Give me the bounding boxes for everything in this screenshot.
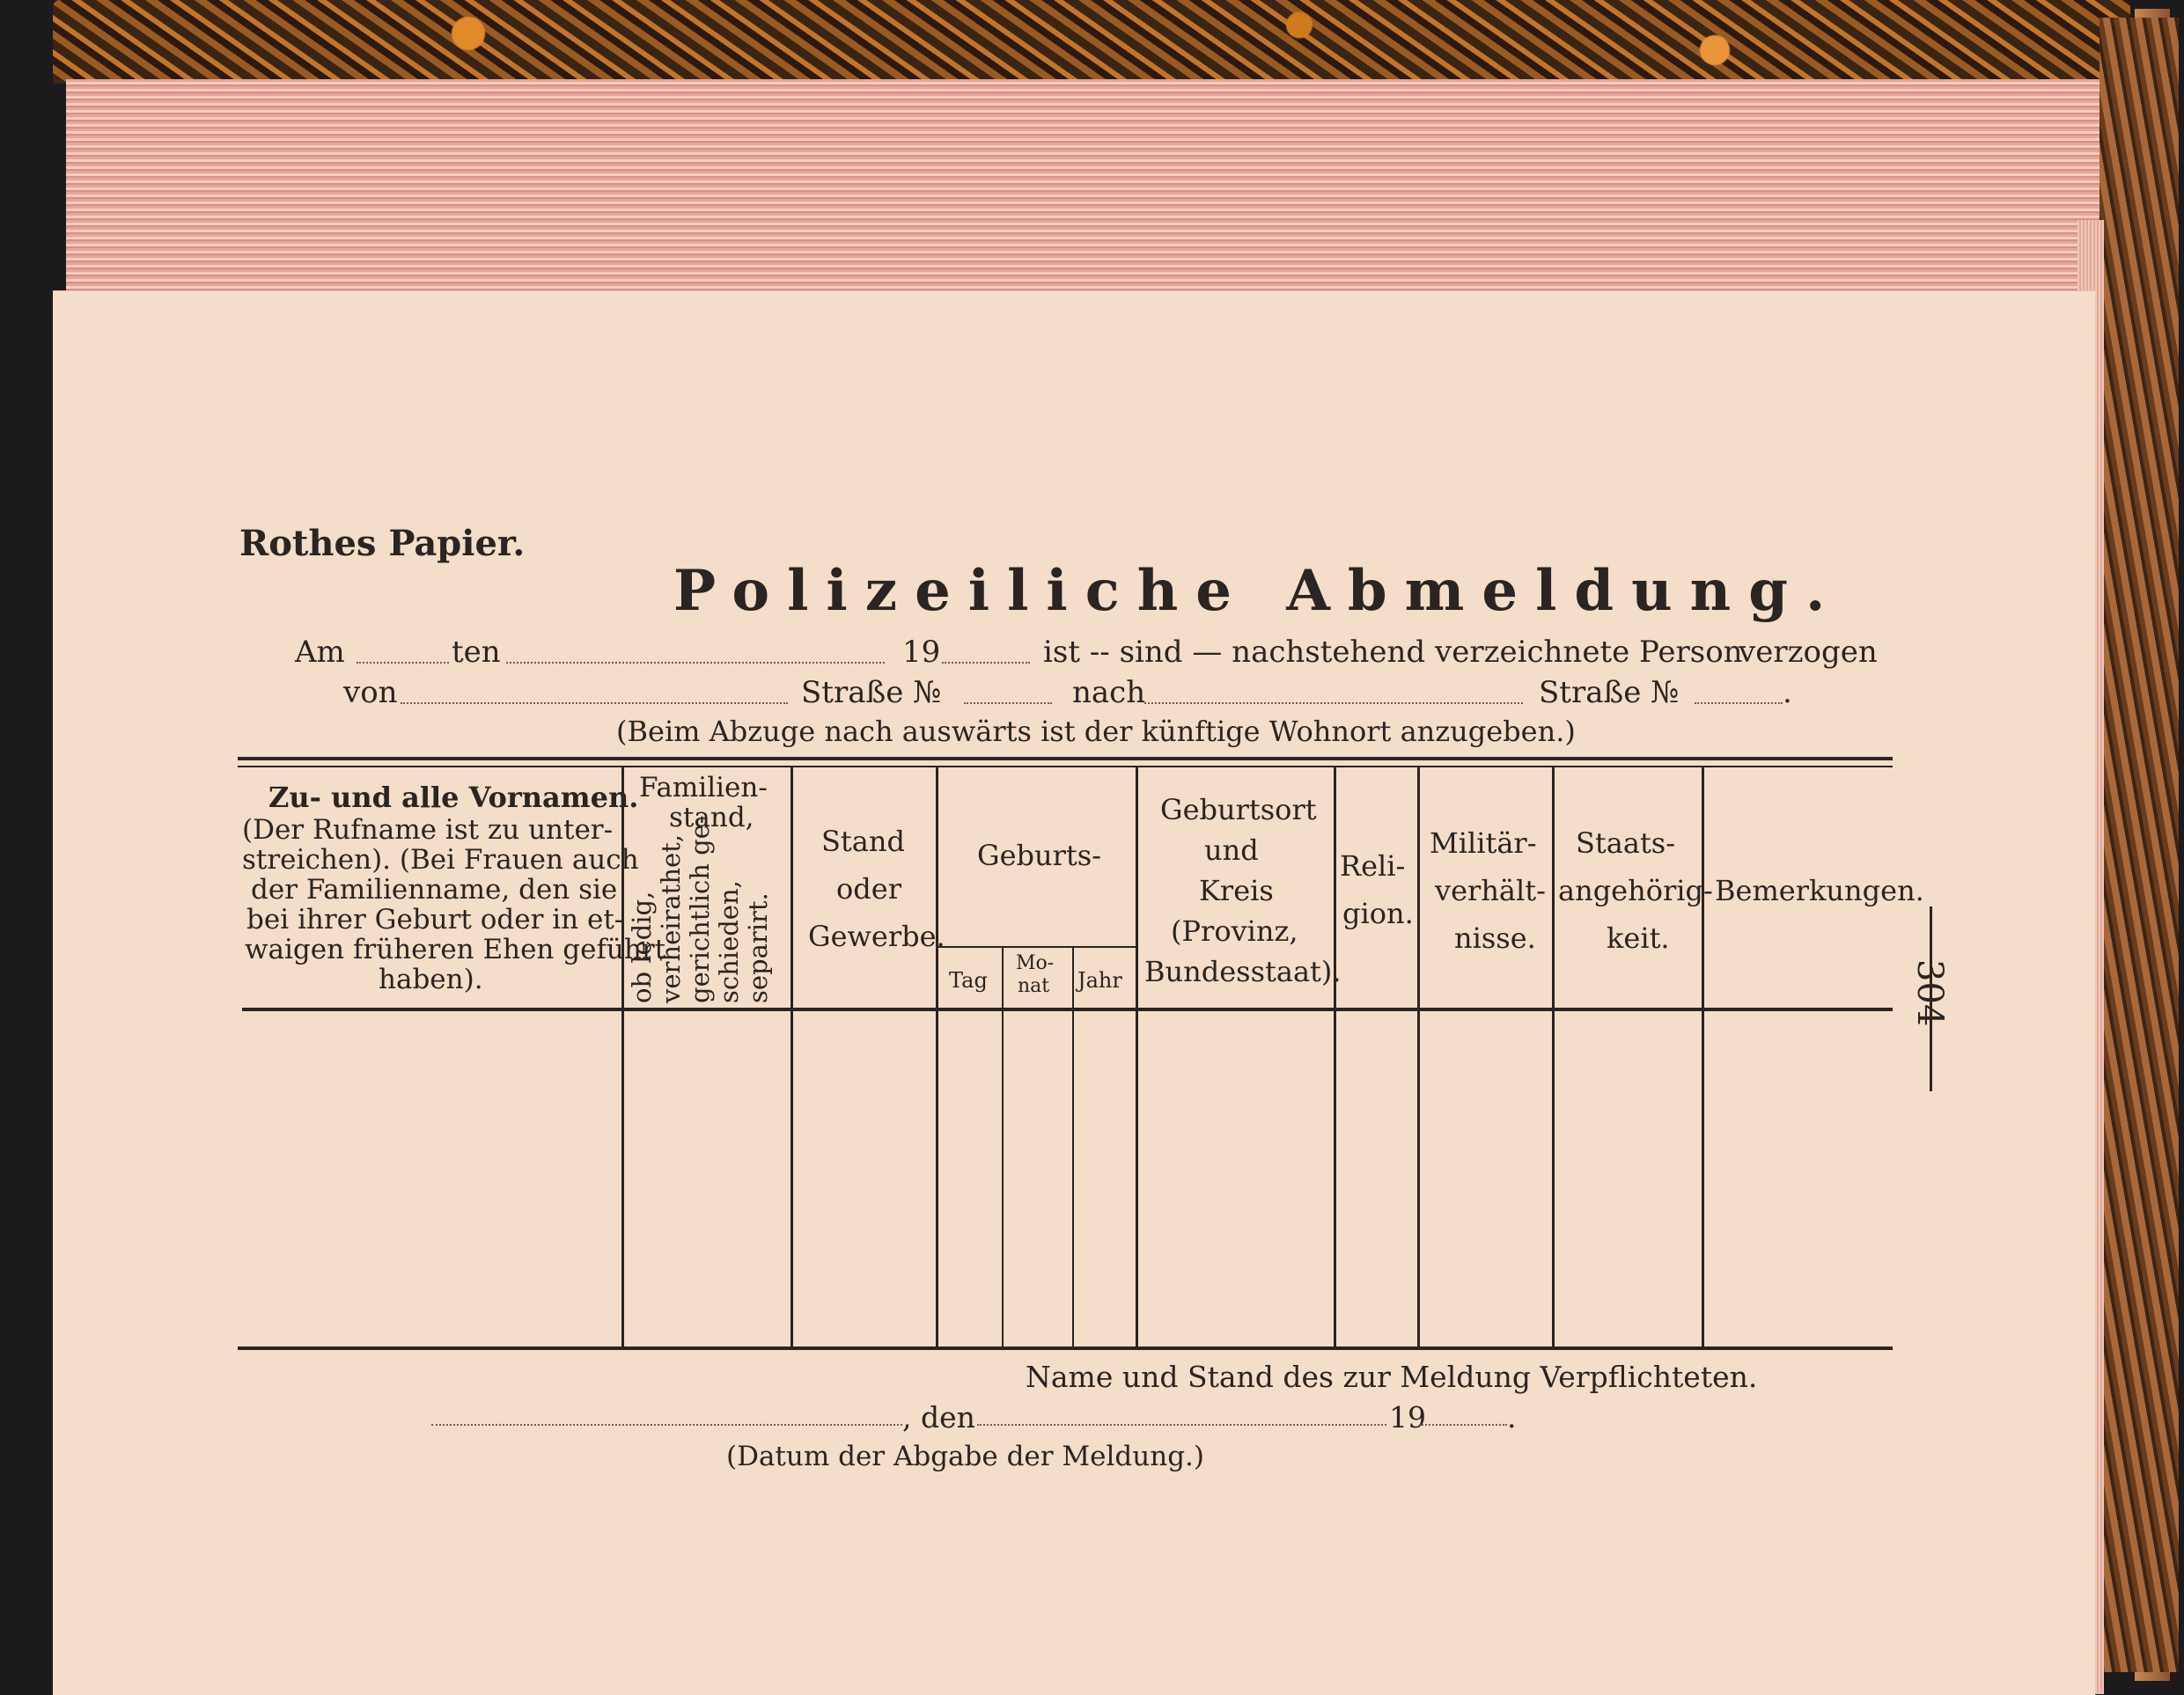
col-citizenship-2: angehörig- [1558,874,1713,907]
col-monat-1: Mo- [1016,952,1055,974]
intro-strasse-2: Straße № [1539,675,1680,710]
col-family-rot-2: verheirathet, [656,833,686,1003]
intro-am: Am [295,635,345,670]
book-cover-right [2099,18,2179,1672]
cell-names[interactable] [245,1014,619,1343]
cell-tag[interactable] [939,1014,1001,1343]
place-field[interactable] [431,1424,902,1426]
from-street-no-field[interactable] [964,702,1052,704]
col-divider-5 [1334,767,1336,1348]
intro-verb: ist -- sind — nachstehend verzeichnete Person [1043,635,1743,670]
cell-religion[interactable] [1337,1014,1416,1343]
col-birth: Geburts- [977,839,1101,872]
col-citizenship-1: Staats- [1576,826,1676,860]
date-field[interactable] [977,1424,1386,1426]
col-divider-6 [1417,767,1420,1348]
col-birthplace-5: Bundesstaat). [1144,955,1342,988]
intro-von: von [343,675,398,710]
col-monat-2: nat [1018,975,1050,997]
col-remarks: Bemerkungen. [1715,874,1924,907]
col-religion-2: gion. [1342,897,1414,930]
col-family-rot-4: schieden, [714,880,744,1003]
col-names-title: Zu- und alle Vornamen. [268,781,639,814]
footer-end: . [1507,1400,1517,1435]
birth-sub-rule [938,946,1136,948]
col-divider-8 [1702,767,1704,1348]
col-divider-tag [1002,946,1004,1348]
table-bottom-rule [238,1346,1893,1350]
intro-ten: ten [452,635,501,670]
cell-jahr[interactable] [1075,1014,1135,1343]
cell-stand[interactable] [794,1014,933,1343]
col-divider-7 [1552,767,1555,1348]
col-jahr: Jahr [1077,968,1122,993]
cell-family[interactable] [625,1014,789,1343]
form-title: Polizeiliche Abmeldung. [673,558,1843,624]
col-stand-3: Gewerbe. [808,920,945,953]
col-birthplace-3: Kreis [1199,874,1274,907]
year-field[interactable] [942,662,1030,664]
intro-verzogen: verzogen [1739,635,1878,670]
col-names-note-3: der Familienname, den sie [251,874,618,906]
paper-color-label: Rothes Papier. [239,523,526,564]
col-tag: Tag [949,968,988,993]
col-names-note-4: bei ihrer Geburt oder in et- [246,904,624,936]
col-names-note-2: streichen). (Bei Frauen auch [242,844,639,876]
col-birthplace-4: (Provinz, [1171,914,1298,948]
col-citizenship-3: keit. [1607,921,1670,955]
intro-strasse-1: Straße № [801,675,942,710]
signatory-label: Name und Stand des zur Meldung Verpflichteten. [1026,1360,1758,1394]
col-religion-1: Reli- [1340,849,1406,883]
col-family-top-1: Familien- [639,772,768,803]
col-stand-1: Stand [821,825,905,858]
col-family-rot-5: separirt. [743,892,773,1003]
col-military-1: Militär- [1430,826,1537,860]
cell-military[interactable] [1421,1014,1551,1343]
intro-note: (Beim Abzuge nach auswärts ist der künftige Wohnort anzugeben.) [616,715,1576,748]
intro-nach: nach [1072,675,1146,710]
col-names-note-6: haben). [379,964,483,995]
col-divider-3 [936,767,938,1348]
col-birthplace-1: Geburtsort [1160,793,1317,826]
page-number: 304 [1909,959,1950,1027]
to-street-no-field[interactable] [1695,702,1783,704]
month-field[interactable] [506,662,885,664]
to-place-field[interactable] [1144,702,1523,704]
page-stack-edges [66,79,2099,299]
col-military-2: verhält- [1435,874,1546,907]
col-family-rot-3: gerichtlich ge- [685,815,715,1003]
intro-end: . [1783,675,1792,710]
col-divider-monat [1072,946,1074,1348]
col-military-3: nisse. [1454,921,1536,955]
table-top-rule-thin [238,766,1893,767]
col-names-note-1: (Der Rufname ist zu unter- [242,814,614,846]
col-family-top-2: stand, [669,802,754,833]
cell-remarks[interactable] [1705,1014,1890,1343]
table-header-rule [242,1008,1893,1011]
col-divider-2 [791,767,793,1348]
col-stand-2: oder [836,872,901,906]
footer-den: , den [902,1400,975,1435]
date-note: (Datum der Abgabe der Meldung.) [726,1441,1204,1472]
cell-citizenship[interactable] [1555,1014,1701,1343]
footer-year: 19 [1389,1400,1426,1435]
cell-monat[interactable] [1004,1014,1071,1343]
footer-year-field[interactable] [1419,1424,1507,1426]
col-divider-4 [1136,767,1138,1348]
cell-birthplace[interactable] [1139,1014,1332,1343]
form-page [53,290,2095,1695]
col-birthplace-2: und [1204,833,1259,867]
day-field[interactable] [357,662,449,664]
col-family-rot-1: ob ledig, [627,891,657,1003]
col-names-note-5: waigen früheren Ehen geführt [245,934,666,965]
book-cover-marbled [53,0,2130,84]
intro-year: 19 [902,635,941,670]
table-top-rule [238,757,1893,760]
from-place-field[interactable] [401,702,788,704]
